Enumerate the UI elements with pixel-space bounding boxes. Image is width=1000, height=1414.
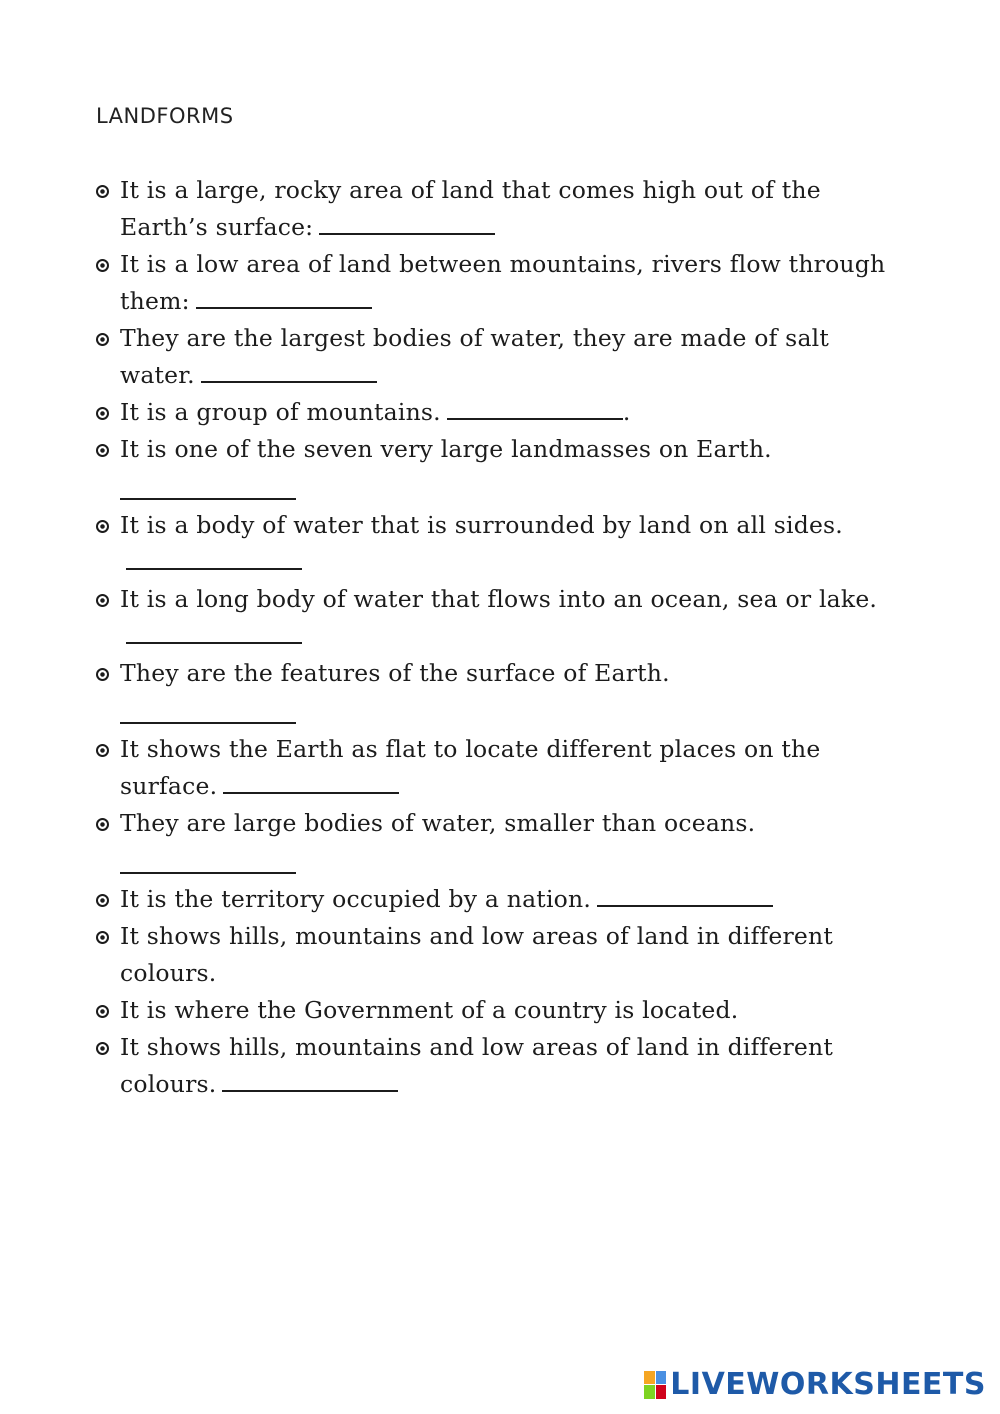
question-list <box>96 172 896 1103</box>
question-item <box>96 731 896 805</box>
question-item <box>96 1029 896 1103</box>
question-item <box>96 992 896 1029</box>
question-text: It shows the Earth as flat to locate different places on the surface. <box>120 735 821 800</box>
bullet-icon <box>96 668 109 681</box>
question-text: It shows hills, mountains and low areas of land in different colours. <box>120 922 833 987</box>
answer-blank[interactable] <box>120 692 296 724</box>
question-text: It is where the Government of a country is located. <box>120 996 739 1024</box>
bullet-icon <box>96 1005 109 1018</box>
question-text: It is the territory occupied by a nation. <box>120 885 592 913</box>
answer-blank[interactable] <box>126 622 302 644</box>
liveworksheets-logo-icon <box>644 1371 666 1399</box>
bullet-icon <box>96 259 109 272</box>
question-text: It is a low area of land between mountains, rivers flow through them: <box>120 250 886 315</box>
answer-blank[interactable] <box>201 361 377 383</box>
bullet-icon <box>96 444 109 457</box>
answer-blank[interactable] <box>319 213 495 235</box>
bullet-icon <box>96 520 109 533</box>
question-text: It shows hills, mountains and low areas of land in different colours. <box>120 1033 833 1098</box>
watermark <box>644 1367 986 1402</box>
question-item <box>96 805 896 874</box>
question-text: It is a large, rocky area of land that comes high out of the Earth’s surface: <box>120 176 821 241</box>
answer-blank[interactable] <box>120 468 296 500</box>
answer-blank[interactable] <box>597 885 773 907</box>
question-item <box>96 394 896 431</box>
question-item <box>96 918 896 992</box>
question-text: It is a long body of water that flows into an ocean, sea or lake. <box>120 585 878 613</box>
answer-blank[interactable] <box>222 1070 398 1092</box>
question-text: It is one of the seven very large landmasses on Earth. <box>120 435 772 463</box>
bullet-icon <box>96 407 109 420</box>
watermark-brand: LIVEWORKSHEETS <box>670 1367 986 1402</box>
bullet-icon <box>96 818 109 831</box>
answer-blank[interactable] <box>120 842 296 874</box>
question-item <box>96 172 896 246</box>
question-text: They are the features of the surface of Earth. <box>120 659 670 687</box>
answer-blank[interactable] <box>223 772 399 794</box>
answer-blank[interactable] <box>196 287 372 309</box>
question-item <box>96 320 896 394</box>
question-suffix: . <box>622 398 631 426</box>
question-text: They are the largest bodies of water, they are made of salt water. <box>120 324 830 389</box>
question-item <box>96 655 896 724</box>
bullet-icon <box>96 931 109 944</box>
question-item <box>96 881 896 918</box>
question-text: It is a body of water that is surrounded by land on all sides. <box>120 511 843 539</box>
bullet-icon <box>96 333 109 346</box>
bullet-icon <box>96 1042 109 1055</box>
question-item <box>96 246 896 320</box>
bullet-icon <box>96 894 109 907</box>
page-title: LANDFORMS <box>96 104 234 128</box>
question-item <box>96 581 896 655</box>
answer-blank[interactable] <box>447 398 623 420</box>
bullet-icon <box>96 594 109 607</box>
question-text: They are large bodies of water, smaller than oceans. <box>120 809 756 837</box>
bullet-icon <box>96 744 109 757</box>
question-item <box>96 507 896 581</box>
answer-blank[interactable] <box>126 548 302 570</box>
bullet-icon <box>96 185 109 198</box>
question-item <box>96 431 896 500</box>
question-text: It is a group of mountains. <box>120 398 441 426</box>
